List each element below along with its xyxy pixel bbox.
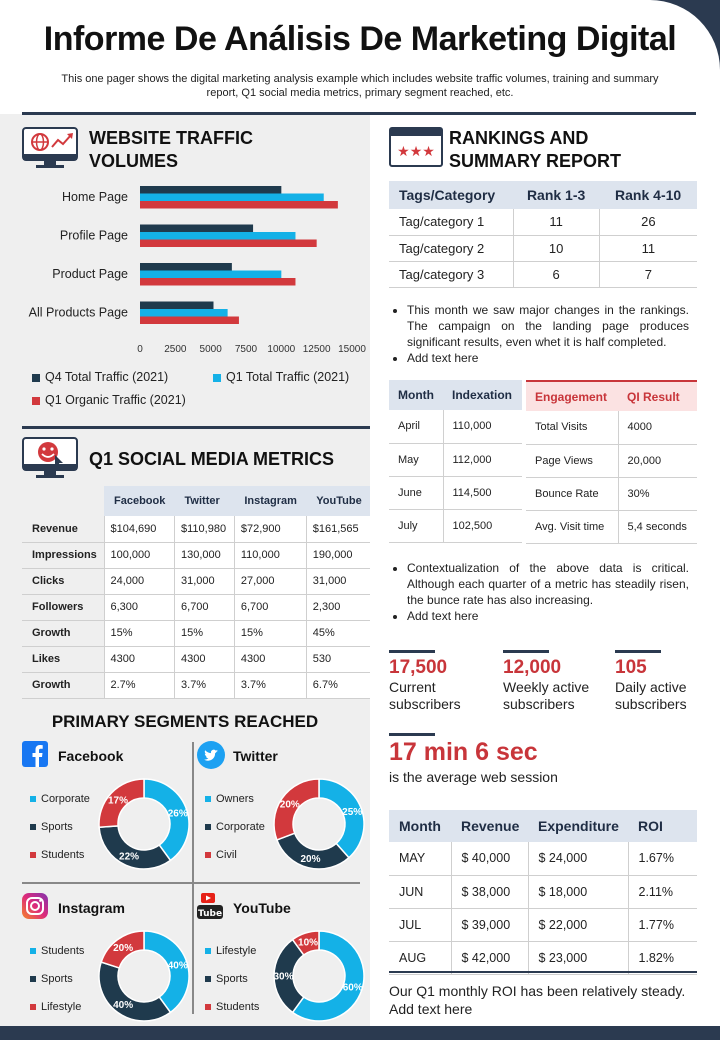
x-tick-label: 2500 (164, 344, 187, 355)
social-header-blank (22, 486, 104, 516)
indexation-cell: 114,500 (443, 476, 522, 509)
legend-label-q1-total: Q1 Total Traffic (2021) (226, 370, 350, 384)
metric-value: 3.7% (234, 672, 306, 698)
table-row (389, 261, 697, 287)
roi-cell: MAY (389, 842, 451, 875)
x-tick-label: 7500 (234, 344, 258, 355)
segment-legend-item (205, 821, 265, 833)
table-row (389, 410, 522, 443)
category-label: Profile Page (59, 228, 128, 243)
legend-label: Lifestyle (216, 945, 257, 957)
session-bar (389, 733, 435, 736)
bar-q1-total-traffic-2021--3 (140, 309, 228, 317)
facebook-icon (22, 741, 48, 772)
metric-value: 4300 (234, 646, 306, 672)
legend-label: Lifestyle (41, 1001, 82, 1013)
donut-label: 26% (167, 808, 188, 820)
metric-value: 6,300 (104, 594, 175, 620)
legend-label: Corporate (41, 793, 90, 805)
category-label: Product Page (52, 267, 128, 281)
indexation-header-month: Month (398, 388, 434, 402)
stat-daily (615, 650, 687, 713)
donut-chart (269, 774, 369, 874)
segment-instagram (22, 888, 192, 1033)
segment-legend-item (30, 821, 73, 833)
roi-table (389, 810, 697, 975)
metric-value: 6,700 (234, 594, 306, 620)
social-col-facebook: Facebook (104, 486, 175, 516)
indexation-body (389, 410, 522, 542)
stat-weekly-value: 12,000 (503, 657, 562, 678)
category-label: Home Page (61, 190, 128, 204)
metric-value: 45% (306, 620, 370, 646)
engagement-cell: 20,000 (618, 444, 697, 477)
metric-value: 2.7% (104, 672, 175, 698)
engagement-header-result: QI Result (627, 389, 680, 404)
segment-facebook (22, 736, 192, 881)
segment-legend-item (30, 849, 84, 861)
rank-cell: 7 (599, 261, 697, 287)
metric-value: 110,000 (234, 542, 306, 568)
legend-label: Students (41, 945, 85, 957)
metric-label: Clicks (22, 568, 104, 594)
engagement-table (526, 380, 697, 544)
roi-cell: $ 39,000 (451, 908, 528, 941)
bar-q1-organic-traffic-2021--0 (140, 201, 338, 209)
social-emoji-icon (22, 437, 78, 479)
traffic-chart (0, 176, 370, 416)
donut-label: 40% (167, 960, 188, 972)
traffic-title-line2: VOLUMES (89, 151, 179, 171)
metric-value: 27,000 (234, 568, 306, 594)
social-table-body (22, 516, 370, 698)
roi-body (389, 842, 697, 974)
stat-daily-line1: Daily active (615, 679, 687, 695)
stat-daily-value: 105 (615, 657, 647, 678)
stat-weekly (503, 650, 589, 713)
table-row (389, 509, 522, 542)
traffic-bar-chart (0, 176, 370, 356)
stat-weekly-bar (503, 650, 549, 653)
segment-name: Twitter (233, 748, 278, 764)
summary-note-1: • Contextualization of the above data is critical. Although each quarter of a metric has steadily risen, the bunce rate has also increasing. (407, 560, 689, 608)
bar-q1-total-traffic-2021--1 (140, 232, 295, 240)
table-row (526, 477, 697, 510)
donut-label: 22% (119, 851, 140, 863)
legend-label: Civil (216, 849, 237, 861)
legend-label: Students (216, 1001, 260, 1013)
rankings-note-1: • This month we saw major changes in the rankings. The campaign on the landing page produces significant results, even whet it is half completed. (407, 302, 689, 350)
segment-legend-item (205, 945, 256, 957)
engagement-cell: 5,4 seconds (618, 510, 697, 543)
engagement-cell: Page Views (526, 444, 618, 477)
rankings-header-rank13: Rank 1-3 (513, 181, 599, 209)
segment-legend-item (30, 973, 73, 985)
segment-name: Facebook (58, 748, 124, 764)
table-row (526, 510, 697, 543)
segment-legend-item (205, 793, 254, 805)
bar-q4-total-traffic-2021--3 (140, 302, 213, 310)
table-row (389, 235, 697, 261)
donut-label: 30% (273, 971, 294, 983)
donut-slice (144, 931, 189, 1012)
legend-label-q1-organic: Q1 Organic Traffic (2021) (45, 393, 186, 407)
stat-current-value: 17,500 (389, 657, 448, 678)
indexation-cell: June (389, 476, 443, 509)
segment-legend-item (30, 1001, 81, 1013)
donut-slice (319, 779, 364, 858)
bar-q4-total-traffic-2021--1 (140, 225, 253, 233)
stat-current-line2: subscribers (389, 696, 461, 712)
metric-value: $161,565 (306, 516, 370, 542)
engagement-cell: 30% (618, 477, 697, 510)
x-tick-label: 15000 (338, 344, 366, 355)
metric-value: 6,700 (175, 594, 235, 620)
rankings-header-category: Tags/Category (389, 181, 513, 209)
table-row (389, 476, 522, 509)
donut-chart (94, 926, 194, 1026)
indexation-header (389, 380, 522, 410)
metric-value: 15% (104, 620, 175, 646)
roi-cell: $ 42,000 (451, 941, 528, 974)
segment-name: YouTube (233, 900, 291, 916)
left-divider-1 (22, 426, 370, 429)
table-row (22, 594, 370, 620)
rankings-note-2: • Add text here (407, 350, 689, 366)
indexation-cell: April (389, 410, 443, 443)
legend-label-q4: Q4 Total Traffic (2021) (45, 370, 169, 384)
donut-label: 25% (342, 806, 363, 818)
engagement-cell: Bounce Rate (526, 477, 618, 510)
twitter-icon (197, 741, 225, 774)
roi-cell: JUN (389, 875, 451, 908)
segment-name: Instagram (58, 900, 125, 916)
legend-swatch (30, 976, 36, 982)
metric-value: $72,900 (234, 516, 306, 542)
legend-swatch-q1-organic (32, 397, 40, 405)
youtube-icon (197, 893, 223, 924)
metric-label: Growth (22, 620, 104, 646)
legend-q1-total (213, 370, 349, 384)
roi-footer: Our Q1 monthly ROI has been relatively steady. Add text here (389, 983, 686, 1017)
table-row (22, 568, 370, 594)
stat-daily-bar (615, 650, 661, 653)
legend-swatch (30, 1004, 36, 1010)
bar-q1-organic-traffic-2021--3 (140, 317, 239, 325)
metric-value: 4300 (104, 646, 175, 672)
legend-label: Sports (216, 973, 248, 985)
legend-swatch (30, 824, 36, 830)
legend-swatch (205, 824, 211, 830)
rankings-header-rank410: Rank 4-10 (599, 181, 697, 209)
roi-header-revenue: Revenue (451, 810, 528, 842)
legend-swatch-q1-total (213, 374, 221, 382)
traffic-title (89, 127, 253, 173)
instagram-icon (22, 893, 48, 924)
metric-value: 6.7% (306, 672, 370, 698)
metric-value: 24,000 (104, 568, 175, 594)
svg-text:★★★: ★★★ (397, 144, 435, 160)
segments-title: PRIMARY SEGMENTS REACHED (51, 712, 319, 731)
donut-label: 60% (342, 982, 363, 994)
legend-swatch (205, 948, 211, 954)
session-value: 17 min 6 sec (389, 738, 538, 766)
roi-cell: $ 38,000 (451, 875, 528, 908)
metric-value: 31,000 (306, 568, 370, 594)
table-row (22, 646, 370, 672)
rank-cell: Tag/category 1 (389, 209, 513, 235)
indexation-cell: 112,000 (443, 443, 522, 476)
roi-cell: $ 24,000 (528, 842, 628, 875)
stars-window-icon (389, 127, 445, 169)
globe-chart-icon (22, 127, 78, 169)
donut-chart (94, 774, 194, 874)
roi-header (389, 810, 697, 842)
legend-label: Owners (216, 793, 254, 805)
donut-slice (99, 962, 170, 1021)
stat-weekly-line1: Weekly active (503, 679, 590, 695)
social-title: Q1 SOCIAL MEDIA METRICS (89, 449, 335, 469)
metric-label: Growth (22, 672, 104, 698)
donut-label: 40% (113, 1000, 134, 1012)
rankings-table-header (389, 181, 697, 209)
legend-swatch (30, 852, 36, 858)
social-col-instagram: Instagram (234, 486, 306, 516)
rankings-notes (389, 302, 689, 366)
rank-cell: 11 (599, 235, 697, 261)
summary-notes (389, 560, 689, 624)
metric-value: 190,000 (306, 542, 370, 568)
engagement-cell: Total Visits (526, 411, 618, 444)
social-table-header (22, 486, 370, 516)
traffic-title-line1: WEBSITE TRAFFIC (89, 128, 253, 148)
roi-cell: 2.11% (628, 875, 697, 908)
rank-cell: 10 (513, 235, 599, 261)
legend-swatch (205, 1004, 211, 1010)
segment-legend-item (205, 973, 248, 985)
metric-value: $110,980 (175, 516, 235, 542)
table-row (389, 908, 697, 941)
rank-cell: 6 (513, 261, 599, 287)
metric-value: 530 (306, 646, 370, 672)
rankings-table (389, 181, 697, 288)
rank-cell: 11 (513, 209, 599, 235)
legend-swatch (205, 796, 211, 802)
x-tick-label: 0 (137, 344, 143, 355)
indexation-cell: July (389, 509, 443, 542)
rank-cell: 26 (599, 209, 697, 235)
table-row (389, 941, 697, 974)
session-label: is the average web session (389, 769, 558, 785)
x-tick-label: 5000 (199, 344, 222, 355)
engagement-body (526, 411, 697, 543)
engagement-cell: 4000 (618, 411, 697, 444)
donut-label: 20% (300, 853, 321, 865)
metric-value: 130,000 (175, 542, 235, 568)
engagement-header-engagement: Engagement (535, 389, 608, 404)
legend-q1-organic (32, 393, 186, 407)
legend-label: Sports (41, 821, 73, 833)
roi-cell: 1.82% (628, 941, 697, 974)
roi-cell: AUG (389, 941, 451, 974)
legend-label: Sports (41, 973, 73, 985)
segment-legend-item (30, 945, 84, 957)
table-row (526, 411, 697, 444)
metric-value: 100,000 (104, 542, 175, 568)
header-divider (22, 112, 696, 115)
legend-swatch (30, 796, 36, 802)
legend-swatch (30, 948, 36, 954)
category-label: All Products Page (28, 305, 128, 320)
metric-value: 15% (175, 620, 235, 646)
roi-cell: $ 22,000 (528, 908, 628, 941)
stat-current-line1: Current (389, 679, 436, 695)
social-col-youtube: YouTube (306, 486, 370, 516)
donut-label: 17% (107, 795, 129, 807)
segments-grid (0, 736, 370, 1026)
session-stat (389, 733, 558, 785)
stat-current (389, 650, 461, 713)
table-row (22, 620, 370, 646)
metric-value: 3.7% (175, 672, 235, 698)
donut-slice (144, 779, 189, 860)
roi-header-expenditure: Expenditure (528, 810, 628, 842)
bar-q1-organic-traffic-2021--2 (140, 278, 295, 286)
bar-q1-total-traffic-2021--0 (140, 194, 324, 202)
bar-q4-total-traffic-2021--0 (140, 186, 281, 194)
legend-q4 (32, 370, 168, 384)
segment-legend-item (205, 849, 237, 861)
metric-label: Likes (22, 646, 104, 672)
engagement-cell: Avg. Visit time (526, 510, 618, 543)
table-row (389, 875, 697, 908)
metric-value: 31,000 (175, 568, 235, 594)
metric-label: Impressions (22, 542, 104, 568)
rank-cell: Tag/category 2 (389, 235, 513, 261)
metric-label: Revenue (22, 516, 104, 542)
table-row (389, 842, 697, 875)
legend-label: Students (41, 849, 85, 861)
segment-twitter (197, 736, 367, 881)
roi-cell: JUL (389, 908, 451, 941)
x-tick-label: 10000 (267, 344, 296, 355)
x-tick-label: 12500 (302, 344, 331, 355)
donut-label: 20% (279, 799, 300, 811)
social-col-twitter: Twitter (175, 486, 235, 516)
indexation-table (389, 380, 522, 543)
roi-cell: $ 23,000 (528, 941, 628, 974)
donut-label: 10% (298, 937, 319, 949)
metric-value: 4300 (175, 646, 235, 672)
table-row (22, 542, 370, 568)
rank-cell: Tag/category 3 (389, 261, 513, 287)
roi-cell: $ 18,000 (528, 875, 628, 908)
stat-daily-line2: subscribers (615, 696, 687, 712)
indexation-cell: 110,000 (443, 410, 522, 443)
segment-legend-item (205, 1001, 259, 1013)
stat-weekly-line2: subscribers (503, 696, 575, 712)
table-row (22, 672, 370, 698)
roi-cell: 1.67% (628, 842, 697, 875)
metric-label: Followers (22, 594, 104, 620)
donut-label: 20% (113, 942, 134, 954)
donut-chart (269, 926, 369, 1026)
bar-q1-total-traffic-2021--2 (140, 271, 281, 279)
rankings-title (449, 127, 621, 173)
legend-swatch-q4 (32, 374, 40, 382)
page-title: Informe De Análisis De Marketing Digital (43, 20, 677, 58)
legend-swatch (205, 852, 211, 858)
rankings-table-body (389, 209, 697, 287)
roi-divider (389, 971, 697, 973)
metric-value: 15% (234, 620, 306, 646)
bar-q4-total-traffic-2021--2 (140, 263, 232, 271)
rankings-title-line2: SUMMARY REPORT (449, 151, 622, 171)
table-row (526, 444, 697, 477)
engagement-header (526, 381, 697, 411)
bar-q1-organic-traffic-2021--1 (140, 240, 317, 248)
rankings-title-line1: RANKINGS AND (449, 128, 589, 148)
indexation-cell: 102,500 (443, 509, 522, 542)
roi-header-roi: ROI (628, 810, 697, 842)
legend-swatch (205, 976, 211, 982)
metric-value: 2,300 (306, 594, 370, 620)
table-row (389, 443, 522, 476)
table-row (22, 516, 370, 542)
roi-header-month: Month (389, 810, 451, 842)
page-subtitle: This one pager shows the digital marketing analysis example which includes website traffic volumes, training and summary report, Q1 social media metrics, primary segment reached, etc. (61, 73, 659, 99)
legend-label: Corporate (216, 821, 265, 833)
segment-youtube (197, 888, 367, 1033)
stat-current-bar (389, 650, 435, 653)
roi-cell: 1.77% (628, 908, 697, 941)
table-row (389, 209, 697, 235)
segment-legend-item (30, 793, 90, 805)
roi-cell: $ 40,000 (451, 842, 528, 875)
social-metrics-table (22, 486, 370, 699)
svg-text:Tube: Tube (197, 909, 223, 919)
indexation-cell: May (389, 443, 443, 476)
indexation-header-index: Indexation (452, 388, 513, 402)
metric-value: $104,690 (104, 516, 175, 542)
summary-note-2: • Add text here (407, 608, 689, 624)
